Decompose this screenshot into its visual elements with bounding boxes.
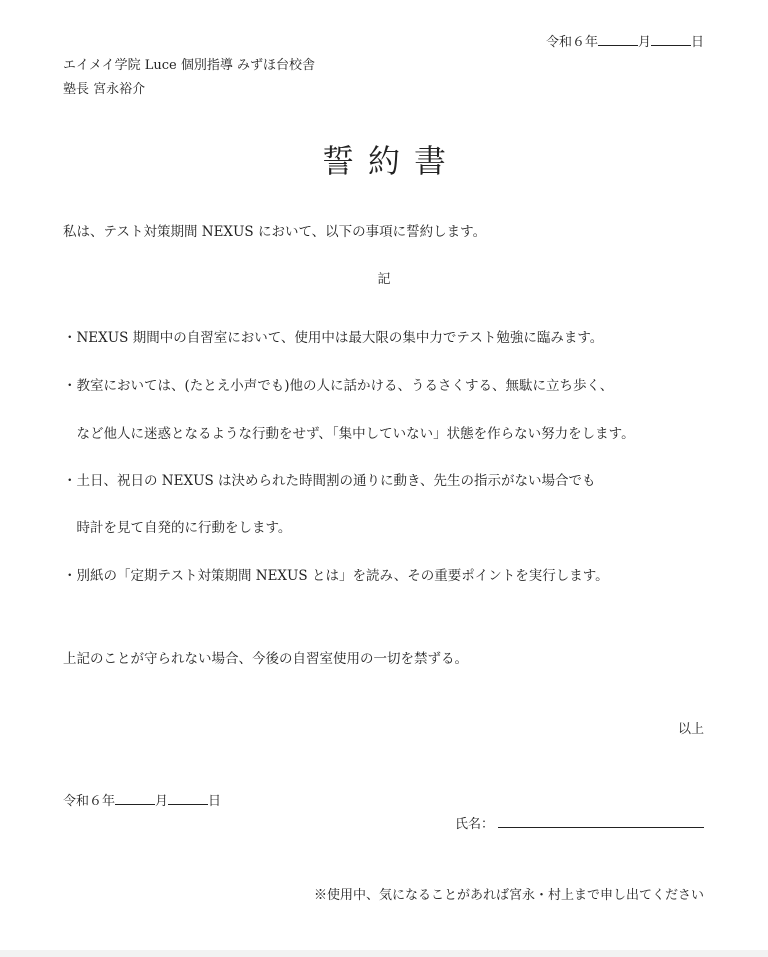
header-date-day: 日 xyxy=(690,35,704,50)
footer-date-day: 日 xyxy=(208,794,222,809)
header-date-era: 令和６年 xyxy=(545,35,598,50)
page-bottom-edge xyxy=(0,950,768,957)
header-date-month: 月 xyxy=(637,35,651,50)
ki-heading: 記 xyxy=(377,272,391,287)
footer-date xyxy=(63,790,221,809)
intro-text: 私は、テスト対策期間 NEXUS において、以下の事項に誓約します。 xyxy=(63,224,487,240)
name-label: 氏名： xyxy=(454,817,494,832)
ijo-closing: 以上 xyxy=(677,722,704,737)
name-signature-line[interactable] xyxy=(498,815,704,828)
header-date xyxy=(546,31,704,50)
school-name: エイメイ学院 Luce 個別指導 みずほ台校舎 xyxy=(63,58,315,73)
footer-date-month: 月 xyxy=(155,794,169,809)
item-3-line-2: 時計を見て自発的に行動をします。 xyxy=(63,520,292,536)
footer-date-era: 令和６年 xyxy=(63,794,116,809)
penalty-text: 上記のことが守られない場合、今後の自習室使用の一切を禁ずる。 xyxy=(63,651,468,667)
header-day-blank xyxy=(651,33,691,46)
principal-name: 塾長 宮永裕介 xyxy=(63,82,146,97)
item-2-line-2: など他人に迷惑となるような行動をせず、「集中していない」状態を作らない努力をします。 xyxy=(63,426,635,442)
footer-day-blank[interactable] xyxy=(168,792,208,805)
footer-month-blank[interactable] xyxy=(115,792,155,805)
item-2-line-1: ・教室においては、(たとえ小声でも)他の人に話かける、うるさくする、無駄に立ち歩く、 xyxy=(63,378,614,394)
footer-note: ※使用中、気になることがあれば宮永・村上まで申し出てください xyxy=(313,888,704,903)
header-month-blank xyxy=(598,33,638,46)
item-1: ・NEXUS 期間中の自習室において、使用中は最大限の集中力でテスト勉強に臨みます。 xyxy=(63,330,604,346)
document-title: 誓約書 xyxy=(321,142,460,180)
item-4: ・別紙の「定期テスト対策期間 NEXUS とは」を読み、その重要ポイントを実行します。 xyxy=(63,568,609,584)
name-field xyxy=(455,813,704,832)
item-3-line-1: ・土日、祝日の NEXUS は決められた時間割の通りに動き、先生の指示がない場合でも xyxy=(63,473,596,489)
